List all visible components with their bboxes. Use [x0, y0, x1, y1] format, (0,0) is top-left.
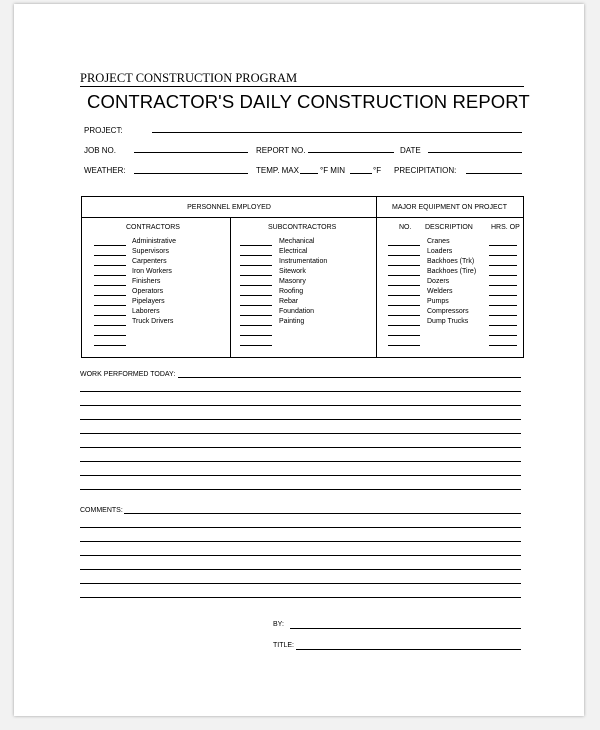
equipment-no-field[interactable]	[388, 305, 420, 306]
equipment-no-heading: NO.	[399, 224, 412, 231]
equipment-hrs-field[interactable]	[489, 335, 517, 336]
equipment-hrs-field[interactable]	[489, 245, 517, 246]
equipment-no-field[interactable]	[388, 255, 420, 256]
work-line[interactable]	[80, 419, 521, 420]
contractor-item: Finishers	[132, 278, 161, 285]
contractor-item: Truck Drivers	[132, 318, 174, 325]
subcontractor-item: Mechanical	[279, 238, 315, 245]
equipment-item: Dozers	[427, 278, 450, 285]
equipment-hrs-field[interactable]	[489, 325, 517, 326]
comments-line[interactable]	[80, 527, 521, 528]
contractor-count-field[interactable]	[94, 285, 126, 286]
equipment-hrs-heading: HRS. OP	[491, 224, 520, 231]
date-label: DATE	[400, 146, 421, 155]
equipment-no-field[interactable]	[388, 345, 420, 346]
equipment-no-field[interactable]	[388, 325, 420, 326]
subcontractor-count-field[interactable]	[240, 285, 272, 286]
contractor-count-field[interactable]	[94, 245, 126, 246]
project-label: PROJECT:	[84, 126, 123, 135]
contractor-count-field[interactable]	[94, 265, 126, 266]
temp-max-label: TEMP. MAX	[256, 166, 299, 175]
subcontractor-count-field[interactable]	[240, 325, 272, 326]
equipment-no-field[interactable]	[388, 315, 420, 316]
by-label: BY:	[273, 621, 284, 628]
work-line[interactable]	[80, 447, 521, 448]
work-line[interactable]	[80, 405, 521, 406]
temp-max-field[interactable]	[300, 173, 318, 174]
comments-label: COMMENTS:	[80, 507, 123, 514]
equipment-item: Compressors	[427, 308, 469, 315]
equipment-item: Loaders	[427, 248, 453, 255]
equipment-item: Backhoes (Trk)	[427, 258, 475, 265]
title-field[interactable]	[296, 649, 521, 650]
contractor-count-field[interactable]	[94, 325, 126, 326]
precipitation-label: PRECIPITATION:	[394, 166, 457, 175]
contractor-count-field[interactable]	[94, 315, 126, 316]
header-rule	[80, 86, 524, 87]
comments-line[interactable]	[80, 555, 521, 556]
contractor-count-field[interactable]	[94, 275, 126, 276]
subcontractor-item: Instrumentation	[279, 258, 328, 265]
equipment-no-field[interactable]	[388, 265, 420, 266]
work-line[interactable]	[178, 377, 521, 378]
title-label: TITLE:	[273, 642, 295, 649]
equipment-hrs-field[interactable]	[489, 345, 517, 346]
contractor-item: Operators	[132, 288, 164, 295]
subcontractor-item: Foundation	[279, 308, 315, 315]
subcontractor-count-field[interactable]	[240, 265, 272, 266]
equipment-no-field[interactable]	[388, 285, 420, 286]
comments-line[interactable]	[80, 569, 521, 570]
contractor-item: Pipelayers	[132, 298, 165, 305]
job-no-label: JOB NO.	[84, 146, 117, 155]
equipment-item: Backhoes (Tire)	[427, 268, 477, 275]
report-page	[14, 4, 584, 716]
subcontractor-count-field[interactable]	[240, 245, 272, 246]
temp-min-field[interactable]	[350, 173, 372, 174]
equipment-hrs-field[interactable]	[489, 305, 517, 306]
by-field[interactable]	[290, 628, 521, 629]
contractor-item: Supervisors	[132, 248, 169, 255]
subcontractor-count-field[interactable]	[240, 255, 272, 256]
equipment-no-field[interactable]	[388, 335, 420, 336]
comments-line[interactable]	[80, 597, 521, 598]
personnel-equipment-table	[81, 196, 524, 358]
equipment-no-field[interactable]	[388, 295, 420, 296]
contractor-item: Administrative	[132, 238, 176, 245]
equipment-item: Pumps	[427, 298, 449, 305]
equipment-heading: MAJOR EQUIPMENT ON PROJECT	[392, 204, 507, 211]
date-field[interactable]	[428, 152, 522, 153]
equipment-item: Welders	[427, 288, 453, 295]
equipment-description-heading: DESCRIPTION	[425, 224, 473, 231]
contractor-count-field[interactable]	[94, 305, 126, 306]
contractors-heading: CONTRACTORS	[126, 224, 180, 231]
subcontractor-item: Masonry	[279, 278, 306, 285]
report-title: CONTRACTOR'S DAILY CONSTRUCTION REPORT	[87, 91, 530, 112]
equipment-no-field[interactable]	[388, 275, 420, 276]
equipment-hrs-field[interactable]	[489, 285, 517, 286]
subcontractor-item: Roofing	[279, 288, 304, 295]
personnel-heading: PERSONNEL EMPLOYED	[187, 204, 271, 211]
equipment-no-field[interactable]	[388, 245, 420, 246]
work-line[interactable]	[80, 489, 521, 490]
subcontractor-count-field[interactable]	[240, 305, 272, 306]
contractor-count-field[interactable]	[94, 345, 126, 346]
precipitation-field[interactable]	[466, 173, 522, 174]
work-line[interactable]	[80, 461, 521, 462]
work-line[interactable]	[80, 433, 521, 434]
subcontractor-count-field[interactable]	[240, 275, 272, 276]
contractor-item: Laborers	[132, 308, 160, 315]
contractor-item: Carpenters	[132, 258, 167, 265]
temp-unit-label: °F	[373, 166, 382, 175]
report-no-field[interactable]	[308, 152, 394, 153]
contractor-count-field[interactable]	[94, 255, 126, 256]
report-no-label: REPORT NO.	[256, 146, 306, 155]
contractor-count-field[interactable]	[94, 295, 126, 296]
comments-line[interactable]	[80, 541, 521, 542]
subcontractor-item: Electrical	[279, 248, 308, 255]
work-performed-label: WORK PERFORMED TODAY:	[80, 371, 176, 378]
subcontractor-count-field[interactable]	[240, 335, 272, 336]
subcontractors-heading: SUBCONTRACTORS	[268, 224, 337, 231]
subcontractor-item: Painting	[279, 318, 305, 325]
project-field[interactable]	[152, 132, 522, 133]
subcontractor-count-field[interactable]	[240, 295, 272, 296]
contractor-item: Iron Workers	[132, 268, 172, 275]
weather-field[interactable]	[134, 173, 248, 174]
program-name: PROJECT CONSTRUCTION PROGRAM	[80, 71, 298, 85]
equipment-item: Cranes	[427, 238, 450, 245]
equipment-item: Dump Trucks	[427, 318, 469, 325]
subcontractor-count-field[interactable]	[240, 315, 272, 316]
equipment-hrs-field[interactable]	[489, 315, 517, 316]
subcontractor-item: Rebar	[279, 298, 299, 305]
equipment-hrs-field[interactable]	[489, 265, 517, 266]
weather-label: WEATHER:	[84, 166, 126, 175]
comments-line[interactable]	[124, 513, 521, 514]
temp-min-label: °F MIN	[320, 166, 345, 175]
subcontractor-item: Sitework	[279, 268, 306, 275]
equipment-hrs-field[interactable]	[489, 295, 517, 296]
contractor-count-field[interactable]	[94, 335, 126, 336]
job-no-field[interactable]	[134, 152, 248, 153]
work-line[interactable]	[80, 475, 521, 476]
equipment-hrs-field[interactable]	[489, 255, 517, 256]
equipment-hrs-field[interactable]	[489, 275, 517, 276]
work-line[interactable]	[80, 391, 521, 392]
subcontractor-count-field[interactable]	[240, 345, 272, 346]
comments-line[interactable]	[80, 583, 521, 584]
